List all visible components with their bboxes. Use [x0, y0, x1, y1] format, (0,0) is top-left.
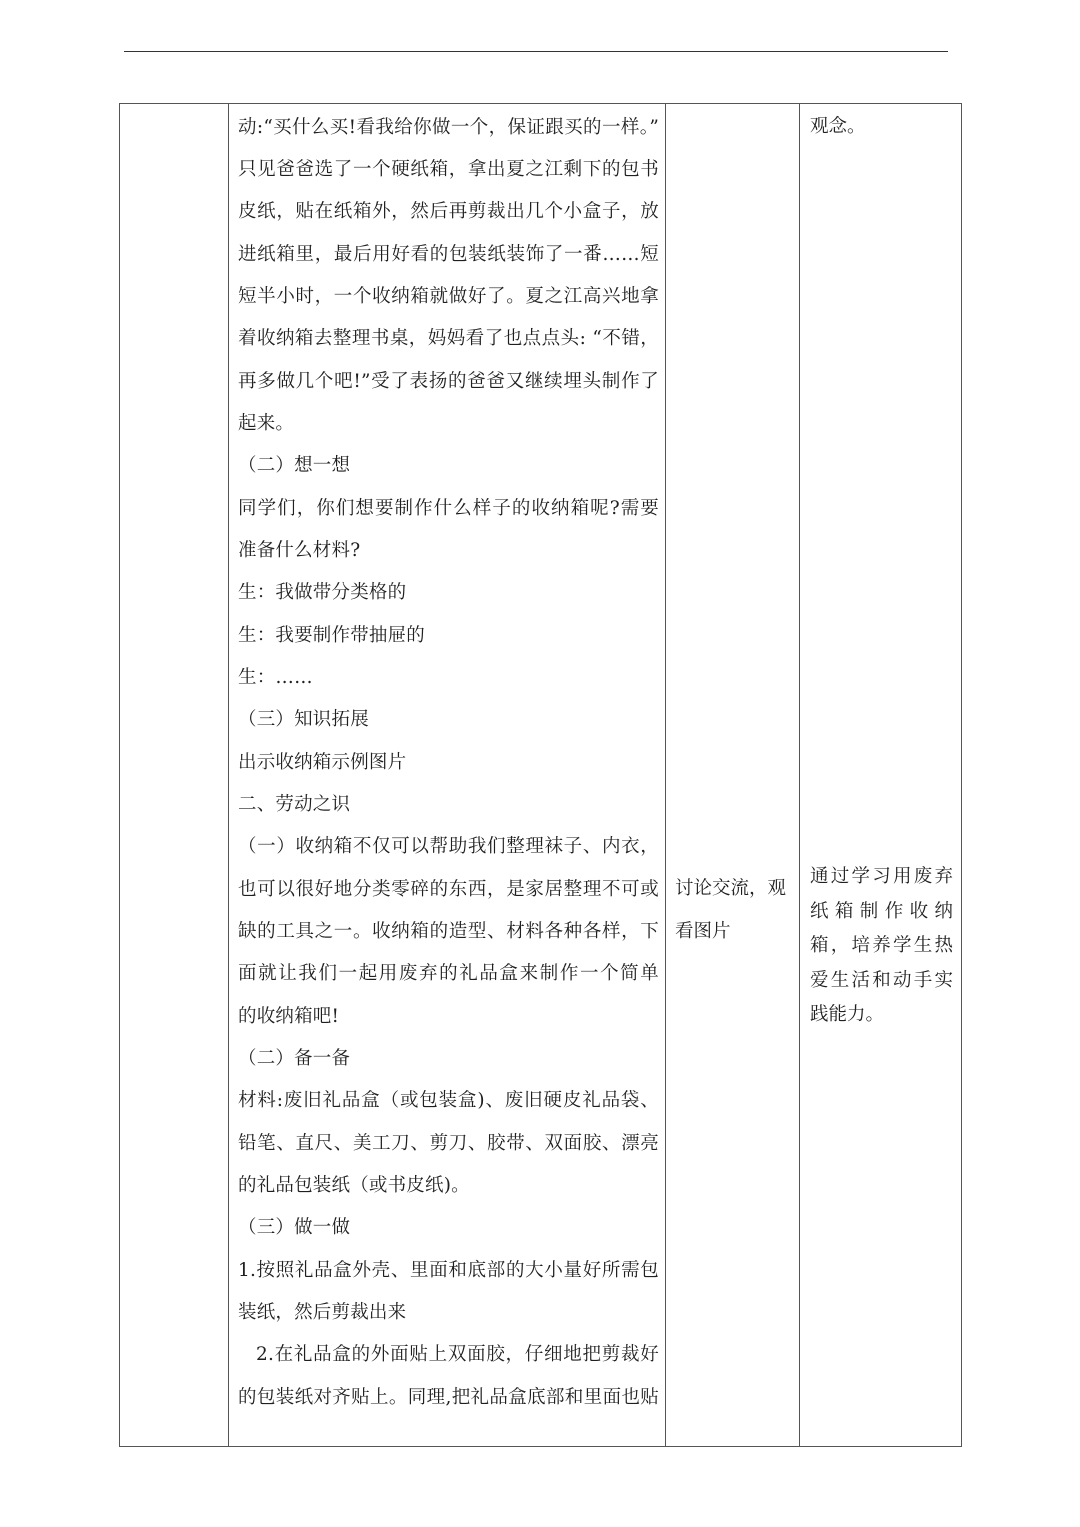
section-heading: （三）做一做 — [238, 1217, 351, 1238]
content-line: 动:“买什么买!看我给你做一个，保证跟买的一样。” — [238, 117, 659, 138]
content-line: 生：我要制作带抽屉的 — [238, 625, 426, 646]
section-heading: 二、劳动之识 — [238, 794, 351, 815]
content-line: 1.按照礼品盒外壳、里面和底部的大小量好所需包 — [238, 1260, 659, 1281]
content-line: 材料:废旧礼品盒（或包装盒)、废旧硬皮礼品袋、 — [238, 1090, 659, 1111]
section-heading: （三）知识拓展 — [238, 709, 369, 730]
intent-line: 纸箱制作收纳 — [810, 900, 953, 922]
content-line: 生：…… — [238, 667, 313, 688]
design-intent — [810, 860, 953, 1033]
content-line: 出示收纳箱示例图片 — [238, 752, 407, 773]
activity-line: 讨论交流，观 — [675, 878, 787, 899]
content-line: 铅笔、直尺、美工刀、剪刀、胶带、双面胶、漂亮 — [238, 1133, 659, 1154]
activity-line: 看图片 — [675, 921, 731, 942]
content-line: 生：我做带分类格的 — [238, 582, 407, 603]
intent-line: 践能力。 — [810, 1004, 885, 1025]
content-line: 进纸箱里，最后用好看的包装纸装饰了一番……短 — [238, 244, 659, 265]
content-line: 只见爸爸选了一个硬纸箱，拿出夏之江剩下的包书 — [238, 159, 659, 180]
content-line: 短半小时，一个收纳箱就做好了。夏之江高兴地拿 — [238, 286, 659, 307]
intent-column — [800, 104, 961, 1446]
content-column — [229, 104, 666, 1446]
content-line: 也可以很好地分类零碎的东西，是家居整理不可或 — [238, 879, 659, 900]
content-line: 面就让我们一起用废弃的礼品盒来制作一个简单 — [238, 963, 659, 984]
header-rule — [124, 51, 948, 52]
content-line: 起来。 — [238, 413, 295, 434]
student-activity — [675, 867, 793, 953]
content-line: 的礼品包装纸（或书皮纸)。 — [238, 1175, 470, 1196]
content-line: 的收纳箱吧! — [238, 1006, 340, 1027]
content-line: （一）收纳箱不仅可以帮助我们整理袜子、内衣， — [238, 836, 659, 857]
intent-continuation: 观念。 — [810, 116, 866, 137]
intent-line: 通过学习用废弃 — [810, 866, 953, 887]
intent-line: 箱，培养学生热 — [810, 935, 953, 956]
content-line: 的包装纸对齐贴上。同理,把礼品盒底部和里面也贴 — [238, 1387, 659, 1408]
stage-column — [120, 104, 229, 1446]
section-heading: （二）备一备 — [238, 1048, 351, 1069]
content-line: 2.在礼品盒的外面贴上双面胶，仔细地把剪裁好 — [256, 1344, 659, 1365]
content-line: 同学们，你们想要制作什么样子的收纳箱呢?需要 — [238, 498, 659, 519]
content-line: 缺的工具之一。收纳箱的造型、材料各种各样，下 — [238, 921, 659, 942]
activity-column — [666, 104, 800, 1446]
intent-line: 爱生活和动手实 — [810, 969, 953, 991]
lesson-table — [119, 103, 962, 1447]
content-line: 皮纸，贴在纸箱外，然后再剪裁出几个小盒子，放 — [238, 201, 659, 222]
content-line: 装纸，然后剪裁出来 — [238, 1302, 407, 1323]
content-line: 准备什么材料? — [238, 540, 361, 561]
section-heading: （二）想一想 — [238, 455, 351, 476]
content-line: 再多做几个吧!”受了表扬的爸爸又继续埋头制作了 — [238, 371, 659, 392]
content-line: 着收纳箱去整理书桌，妈妈看了也点点头: “不错， — [238, 328, 659, 349]
